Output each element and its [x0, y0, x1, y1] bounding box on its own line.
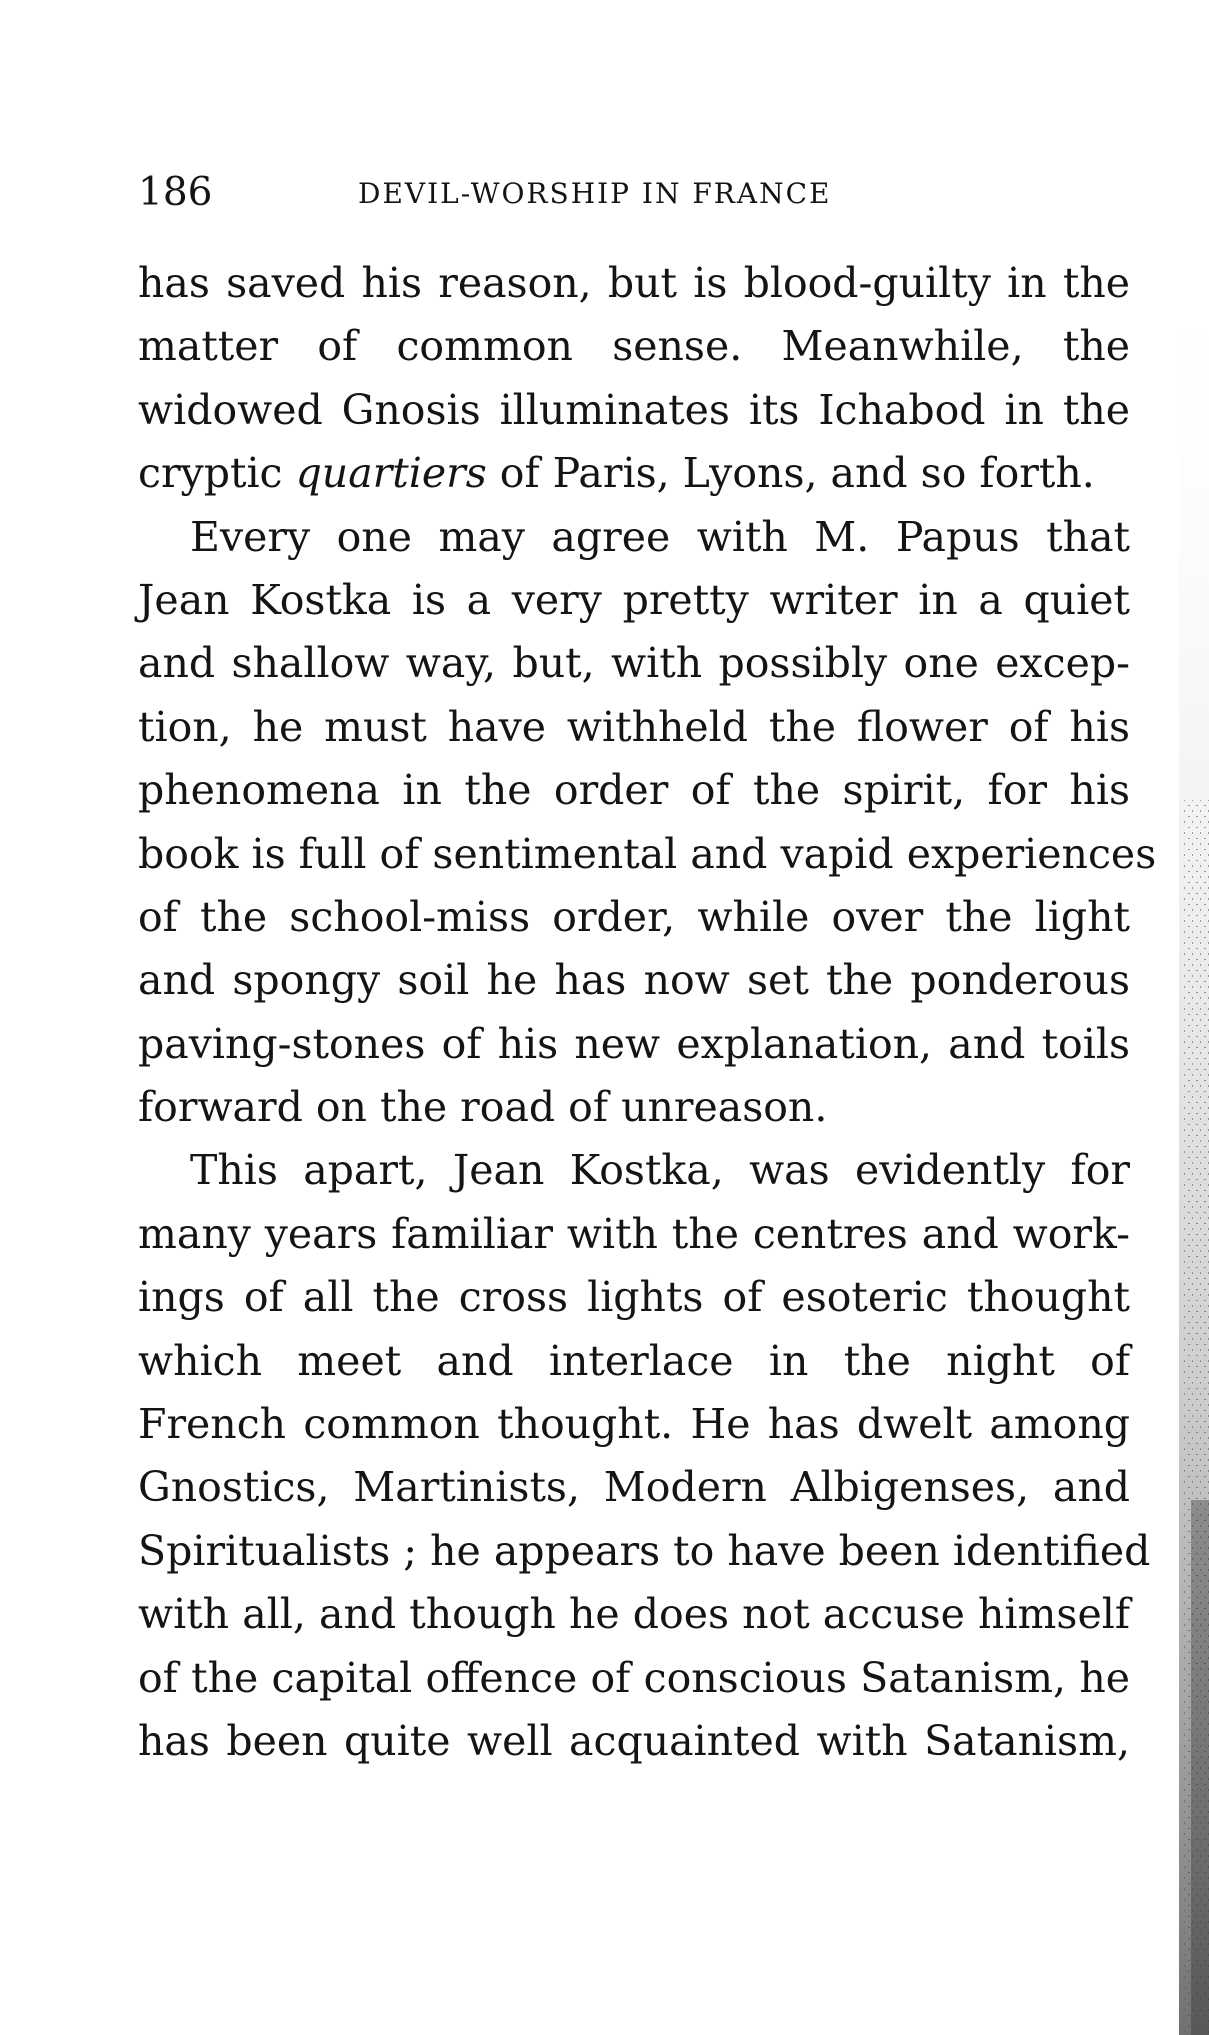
text-line: which meet and interlace in the night of — [138, 1336, 1130, 1385]
running-title: DEVIL-WORSHIP IN FRANCE — [358, 177, 832, 210]
text-line: French common thought. He has dwelt among — [138, 1400, 1130, 1449]
text-line: Gnostics, Martinists, Modern Albigenses, and — [138, 1463, 1130, 1512]
text-line: has been quite well acquainted with Satanism, — [138, 1716, 1130, 1765]
text-line: Every one may agree with M. Papus that — [190, 512, 1130, 561]
text-line: book is full of sentimental and vapid experiences — [138, 829, 1157, 878]
text-line: This apart, Jean Kostka, was evidently for — [190, 1146, 1130, 1195]
text-line: paving-stones of his new explanation, and toils — [138, 1019, 1130, 1068]
text-line: Jean Kostka is a very pretty writer in a quiet — [138, 575, 1130, 624]
text-line: ings of all the cross lights of esoteric thought — [138, 1273, 1130, 1322]
text-run: cryptic — [138, 449, 296, 498]
text-line: tion, he must have withheld the flower of his — [138, 702, 1130, 751]
text-line: of the capital offence of conscious Satanism, he — [138, 1653, 1130, 1702]
paragraph — [138, 506, 1157, 1140]
text-line: matter of common sense. Meanwhile, the — [138, 322, 1130, 371]
text-line: with all, and though he does not accuse himself — [138, 1590, 1130, 1639]
text-line: many years familiar with the centres and work- — [138, 1209, 1130, 1258]
page-edge-shadow — [1139, 0, 1209, 2035]
paragraph — [138, 1139, 1151, 1773]
running-head — [138, 168, 1128, 218]
text-line: of the school-miss order, while over the light — [138, 892, 1130, 941]
text-line — [138, 442, 1130, 505]
text-line: Spiritualists ; he appears to have been identified — [138, 1526, 1151, 1575]
text-line: widowed Gnosis illuminates its Ichabod in the — [138, 385, 1130, 434]
text-line: forward on the road of unreason. — [138, 1083, 828, 1132]
text-line: and spongy soil he has now set the ponderous — [138, 956, 1130, 1005]
page-number: 186 — [138, 170, 213, 215]
body-text — [138, 252, 1157, 1773]
paragraph — [138, 252, 1130, 506]
text-line: has saved his reason, but is blood-guilty in the — [138, 259, 1130, 307]
text-run: of Paris, Lyons, and so forth. — [486, 449, 1095, 498]
italic-word: quartiers — [295, 449, 487, 498]
text-line: phenomena in the order of the spirit, for his — [138, 766, 1130, 815]
text-line: and shallow way, but, with possibly one excep- — [138, 639, 1130, 688]
